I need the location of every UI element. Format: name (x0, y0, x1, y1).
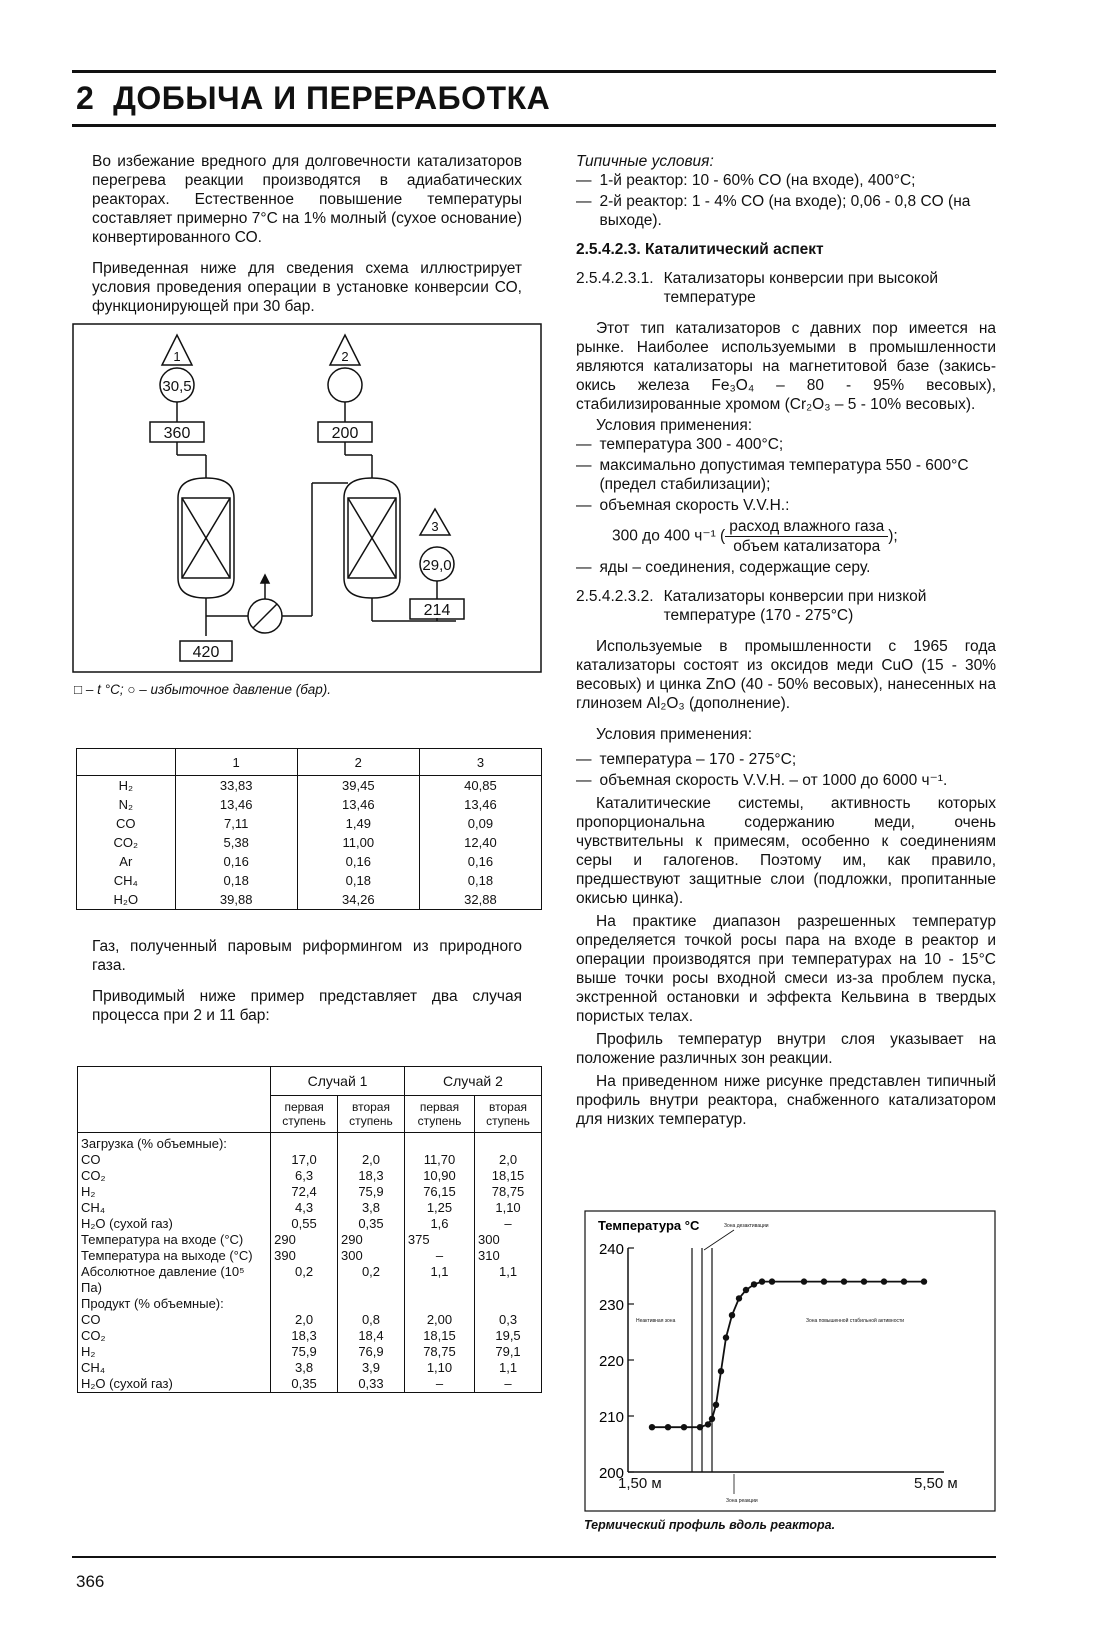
list-item: — температура 300 - 400°C; (576, 436, 784, 453)
cell: 7,11 (175, 814, 297, 833)
y-tick-label: 240 (598, 1241, 624, 1258)
cell: 0,18 (175, 871, 297, 890)
cell: H₂ (78, 1184, 271, 1200)
cell: 1,10 (404, 1360, 474, 1376)
cell: CH₄ (77, 871, 176, 890)
series-line (652, 1282, 924, 1428)
cell: 78,75 (475, 1184, 542, 1200)
y-tick-label: 230 (598, 1297, 624, 1314)
cell: CO (77, 814, 176, 833)
cell: 18,4 (338, 1328, 405, 1344)
cell: – (404, 1248, 474, 1264)
data-point (743, 1287, 749, 1293)
cell: 76,9 (338, 1344, 405, 1360)
subsection-heading (576, 269, 996, 307)
cell: 13,46 (419, 795, 541, 814)
scheme-caption: □ – t °C; ○ – избыточное давление (бар). (74, 682, 332, 697)
stage-header: вторая ступень (338, 1096, 405, 1133)
cell: 11,70 (404, 1152, 474, 1168)
data-point (697, 1424, 703, 1430)
list-item: — объемная скорость V.V.H.: (576, 497, 790, 514)
cell: 40,85 (419, 776, 541, 796)
cell: 0,8 (338, 1312, 405, 1328)
point-label-2: 2 (341, 349, 349, 364)
cases-table (77, 1066, 542, 1393)
cell: 39,45 (297, 776, 419, 796)
cell: 0,35 (338, 1216, 405, 1232)
data-point (723, 1334, 729, 1340)
table-header-row (78, 1067, 542, 1096)
table-row (78, 1376, 542, 1393)
cell: 2,0 (338, 1152, 405, 1168)
cell: 3,8 (338, 1200, 405, 1216)
list-item: — максимально допустимая температура 550 - 600°C (предел стабилизации); (576, 456, 996, 494)
cell: CO (78, 1152, 271, 1168)
table-row (77, 795, 542, 814)
cell: – (404, 1376, 474, 1393)
subsection-heading (576, 587, 996, 625)
cell: 0,09 (419, 814, 541, 833)
data-point (709, 1416, 715, 1422)
cell: H₂ (78, 1344, 271, 1360)
cell: 10,90 (404, 1168, 474, 1184)
list-item: — температура – 170 - 275°C; (576, 751, 797, 768)
cell: CO (78, 1312, 271, 1328)
temperature-value-3: 214 (423, 602, 451, 619)
cell: H₂O (77, 890, 176, 910)
table-row (77, 871, 542, 890)
chart-caption: Термический профиль вдоль реактора. (584, 1518, 836, 1532)
table-header: 3 (419, 749, 541, 776)
cell: 0,2 (271, 1264, 338, 1296)
annotation-stable-zone: Зона повышенной стабильной активности (806, 1318, 905, 1324)
cell: 1,49 (297, 814, 419, 833)
cell: Температура на выходе (°C) (78, 1248, 271, 1264)
data-point (665, 1424, 671, 1430)
x-tick-label-right: 5,50 м (914, 1475, 958, 1492)
data-point (649, 1424, 655, 1430)
pressure-value-1: 30,5 (162, 378, 192, 395)
cell: Загрузка (% объемные): (78, 1133, 271, 1153)
table-header: 1 (175, 749, 297, 776)
list-text: 2-й реактор: 1 - 4% CO (на входе); 0,06 - 0,8 CO (на выходе). (599, 193, 971, 229)
data-point (921, 1278, 927, 1284)
table-row (78, 1248, 542, 1264)
table-row (78, 1344, 542, 1360)
cell: 19,5 (475, 1328, 542, 1344)
cell: 300 (475, 1232, 542, 1248)
list-text: температура – 170 - 275°C; (599, 751, 797, 768)
x-tick-label-left: 1,50 м (618, 1475, 662, 1492)
paragraph: Каталитические системы, активность которых пропорциональна содержанию меди, очень чувствительны к примесям, особенно к соединениям серы и галогенов. Поэтому им, как правило, предшествуют защитные слои (подложки, пропитанные окисью цинка). (576, 795, 996, 907)
cell: 17,0 (271, 1152, 338, 1168)
temperature-value-2: 200 (331, 425, 359, 442)
top-rule (72, 70, 996, 73)
case-2-header: Случай 2 (404, 1067, 541, 1096)
data-point (729, 1312, 735, 1318)
cell: 1,1 (475, 1264, 542, 1296)
cell: 39,88 (175, 890, 297, 910)
formula-denominator: объем катализатора (733, 538, 881, 555)
data-point (751, 1281, 757, 1287)
data-point (901, 1278, 907, 1284)
data-point (713, 1402, 719, 1408)
cell: 13,46 (297, 795, 419, 814)
annotation-leader (704, 1230, 734, 1250)
y-tick-label: 220 (598, 1353, 624, 1370)
data-point (705, 1421, 711, 1427)
table-row (78, 1264, 542, 1296)
cell: 0,16 (419, 852, 541, 871)
cell: 12,40 (419, 833, 541, 852)
table-header (77, 749, 176, 776)
data-point (759, 1278, 765, 1284)
cell: 0,18 (419, 871, 541, 890)
table-header: 2 (297, 749, 419, 776)
y-tick-label: 200 (598, 1465, 624, 1482)
section-heading: 2.5.4.2.3. Каталитический аспект (576, 241, 824, 258)
subsection-number: 2.5.4.2.3.2. (576, 588, 654, 605)
cell: 5,38 (175, 833, 297, 852)
page-title: 2 ДОБЫЧА И ПЕРЕРАБОТКА (76, 80, 551, 116)
cell: 75,9 (271, 1344, 338, 1360)
cell: 0,55 (271, 1216, 338, 1232)
table-row (78, 1296, 542, 1312)
list-text: 1-й реактор: 10 - 60% CO (на входе), 400°C; (599, 172, 916, 189)
paragraph: Используемые в промышленности с 1965 года катализаторы состоят из оксидов меди CuO (15 - 30% весовых) и цинка ZnO (40 - 50% весовых), нанесенных на глинозем Al₂O₃ (дополнение). (576, 638, 996, 712)
conditions-label: Условия применения: (596, 417, 753, 434)
list-text: объемная скорость V.V.H.: (599, 497, 790, 514)
subsection-title: Катализаторы конверсии при низкой температуре (170 - 275°C) (663, 588, 927, 624)
cell: 13,46 (175, 795, 297, 814)
cell: 4,3 (271, 1200, 338, 1216)
cell: 3,8 (271, 1360, 338, 1376)
cell: 18,15 (475, 1168, 542, 1184)
stage-header: первая ступень (404, 1096, 474, 1133)
cell: 290 (271, 1232, 338, 1248)
table-row (78, 1232, 542, 1248)
cell: 78,75 (404, 1344, 474, 1360)
cell: 2,0 (271, 1312, 338, 1328)
cell: 3,9 (338, 1360, 405, 1376)
cell: CO₂ (77, 833, 176, 852)
list-text: объемная скорость V.V.H. – от 1000 до 6000 ч⁻¹. (599, 772, 948, 789)
conditions-label: Условия применения: (596, 726, 753, 743)
data-point (861, 1278, 867, 1284)
table-row (77, 833, 542, 852)
y-axis-label: Температура °C (598, 1218, 700, 1233)
data-point (769, 1278, 775, 1284)
list-item: — 1-й реактор: 10 - 60% CO (на входе), 400°C; (576, 172, 916, 189)
cell: 1,6 (404, 1216, 474, 1232)
cell: 2,00 (404, 1312, 474, 1328)
formula: 300 до 400 ч⁻¹ ( $\frac{\text{расход влажного газа}}{\text{объем катализатора}}$ ); (612, 518, 898, 555)
page-number: 366 (76, 1572, 105, 1591)
cell: 34,26 (297, 890, 419, 910)
title-rule (72, 124, 996, 127)
cell: CH₄ (78, 1200, 271, 1216)
data-point (881, 1278, 887, 1284)
cell: 1,10 (475, 1200, 542, 1216)
table-row (78, 1328, 542, 1344)
annotation-deactivation-zone: Зона дезактивации (724, 1223, 769, 1229)
paragraph: Этот тип катализаторов с давних пор имеется на рынке. Наиболее используемыми в промышленности являются катализаторы на магнетитовой базе (закись-окись железа Fe₃O₄ – 80 - 95% весовых), стабилизированные хромом (Cr₂O₃ – 5 - 10% весовых). (576, 320, 996, 413)
cell: 0,35 (271, 1376, 338, 1393)
table-row (78, 1216, 542, 1232)
cell: Абсолютное давление (10⁵ Па) (78, 1264, 271, 1296)
cell: 0,16 (175, 852, 297, 871)
cell: 1,25 (404, 1200, 474, 1216)
pressure-value-3: 29,0 (422, 557, 452, 574)
cell: – (475, 1376, 542, 1393)
paragraph: Во избежание вредного для долговечности катализаторов перегрева реакции производятся в адиабатических реакторах. Естественное повышение температуры составляет примерно 7°С на 1% молный (сухое основание) конвертированного СО. (92, 153, 522, 246)
cell: 11,00 (297, 833, 419, 852)
cell: 76,15 (404, 1184, 474, 1200)
cell: 72,4 (271, 1184, 338, 1200)
cell: 18,15 (404, 1328, 474, 1344)
cell: 33,83 (175, 776, 297, 796)
table-row (77, 814, 542, 833)
cell: 0,18 (297, 871, 419, 890)
cell: 0,33 (338, 1376, 405, 1393)
stage-header: вторая ступень (475, 1096, 542, 1133)
stage-header: первая ступень (271, 1096, 338, 1133)
cell: CO₂ (78, 1328, 271, 1344)
cell: 6,3 (271, 1168, 338, 1184)
subsection-title: Катализаторы конверсии при высокой температуре (663, 270, 939, 306)
data-point (736, 1295, 742, 1301)
table-row (78, 1200, 542, 1216)
cell: 310 (475, 1248, 542, 1264)
subsection-number: 2.5.4.2.3.1. (576, 270, 654, 287)
cell: – (475, 1216, 542, 1232)
list-text: максимально допустимая температура 550 - 600°C (предел стабилизации); (599, 457, 969, 493)
left-column (92, 152, 522, 328)
cell: H₂ (77, 776, 176, 796)
cell: Ar (77, 852, 176, 871)
table-row (78, 1152, 542, 1168)
cell: CH₄ (78, 1360, 271, 1376)
table-row (77, 852, 542, 871)
table-row (78, 1360, 542, 1376)
bottom-rule (72, 1556, 996, 1558)
cell: 290 (338, 1232, 405, 1248)
cell: 32,88 (419, 890, 541, 910)
typical-conditions-label: Типичные условия: (576, 153, 714, 170)
pressure-circle-2 (328, 368, 362, 402)
cell: CO₂ (78, 1168, 271, 1184)
data-point (801, 1278, 807, 1284)
paragraph: Приводимый ниже пример представляет два случая процесса при 2 и 11 бар: (92, 988, 522, 1024)
data-point (718, 1368, 724, 1374)
paragraph: Профиль температур внутри слоя указывает на положение различных зон реакции. (576, 1031, 996, 1067)
data-point (681, 1424, 687, 1430)
cell: Продукт (% объемные): (78, 1296, 271, 1312)
table-row (78, 1133, 542, 1153)
data-point (841, 1278, 847, 1284)
cell: 1,1 (475, 1360, 542, 1376)
cell: 18,3 (271, 1328, 338, 1344)
paragraph: На практике диапазон разрешенных температур определяется точкой росы пара на входе в реактор и операции производятся при температурах на 10 - 15°C выше точки росы входной смеси из-за проблем пуска, экстренной остановки и эффекта Кельвина в твердых пористых телах. (576, 913, 996, 1025)
process-scheme (72, 323, 542, 673)
annotation-inactive-zone: Неактивная зона (636, 1318, 676, 1324)
composition-table (76, 748, 542, 910)
cell: 2,0 (475, 1152, 542, 1168)
cell: 0,2 (338, 1264, 405, 1296)
list-item: — яды – соединения, содержащие серу. (576, 559, 871, 576)
cell: 0,3 (475, 1312, 542, 1328)
table-row (78, 1184, 542, 1200)
point-label-3: 3 (431, 519, 439, 534)
table-row (77, 776, 542, 796)
left-column-mid (92, 937, 522, 1037)
table-row (77, 890, 542, 910)
temperature-profile-chart (584, 1210, 996, 1512)
cell: 390 (271, 1248, 338, 1264)
temperature-value-4: 420 (192, 644, 220, 661)
cell: 75,9 (338, 1184, 405, 1200)
paragraph: Газ, полученный паровым риформингом из природного газа. (92, 938, 522, 974)
cell: Температура на входе (°C) (78, 1232, 271, 1248)
data-point (821, 1278, 827, 1284)
list-text: яды – соединения, содержащие серу. (599, 559, 871, 576)
right-column (576, 152, 996, 1141)
cell: H₂O (сухой газ) (78, 1216, 271, 1232)
table-row (78, 1168, 542, 1184)
list-item: — 2-й реактор: 1 - 4% CO (на входе); 0,06 - 0,8 CO (на выходе). (576, 192, 996, 230)
list-item: — объемная скорость V.V.H. – от 1000 до 6000 ч⁻¹. (576, 772, 948, 789)
cell: 1,1 (404, 1264, 474, 1296)
cell: H₂O (сухой газ) (78, 1376, 271, 1393)
cell: 18,3 (338, 1168, 405, 1184)
case-1-header: Случай 1 (271, 1067, 405, 1096)
cell: 79,1 (475, 1344, 542, 1360)
cell: 0,16 (297, 852, 419, 871)
cell: 300 (338, 1248, 405, 1264)
annotation-reaction-zone: Зона реакции (726, 1498, 758, 1504)
cell: 375 (404, 1232, 474, 1248)
list-text: температура 300 - 400°C; (599, 436, 784, 453)
temperature-value-1: 360 (163, 425, 191, 442)
paragraph: На приведенном ниже рисунке представлен типичный профиль внутри реактора, снабженного катализатором для низких температур. (576, 1073, 996, 1128)
paragraph: Приведенная ниже для сведения схема иллюстрирует условия проведения операции в установке конверсии СО, функционирующей при 30 бар. (92, 260, 522, 315)
formula-left: 300 до 400 ч⁻¹ (612, 527, 716, 545)
cell: N₂ (77, 795, 176, 814)
y-tick-label: 210 (598, 1409, 624, 1426)
table-row (78, 1312, 542, 1328)
point-label-1: 1 (173, 349, 181, 364)
formula-numerator: расход влажного газа (725, 517, 888, 537)
